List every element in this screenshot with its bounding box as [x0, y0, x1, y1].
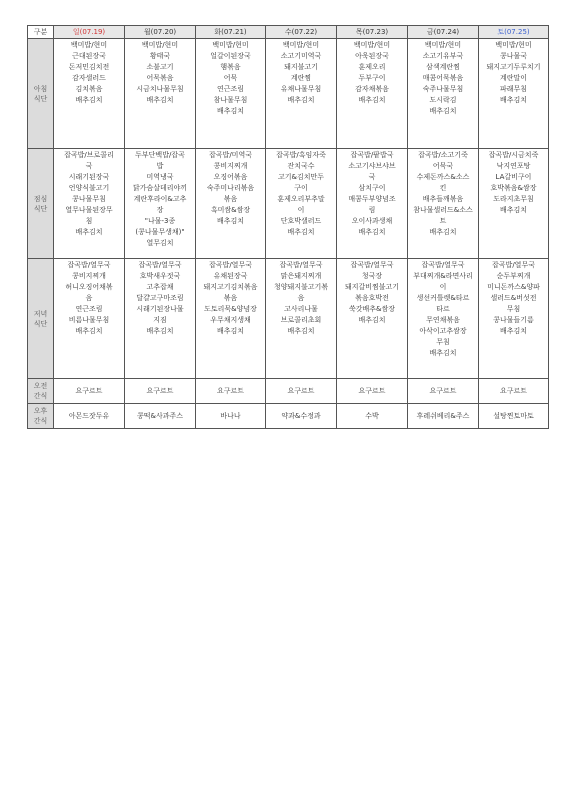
menu-item: 잡곡밥/열무국 — [138, 261, 182, 269]
meal-cell — [196, 259, 266, 379]
menu-item: 잡곡밥/열무국 — [492, 261, 535, 269]
row-label: 저녁 식단 — [28, 259, 54, 379]
snack-cell: 약과&수정과 — [266, 404, 337, 429]
menu-item: 배추김치 — [287, 327, 315, 335]
menu-item: 소고기미역국 — [280, 52, 322, 60]
menu-item: 호박새우젓국 — [139, 272, 181, 280]
menu-item: 배추김치 — [216, 107, 245, 115]
menu-item: 감자채볶음 — [355, 85, 389, 93]
menu-item: 어묵볶음 — [146, 74, 174, 82]
menu-item: 백미밥/현미 — [495, 41, 532, 49]
meal-items — [479, 149, 548, 216]
meal-cell — [266, 149, 337, 259]
menu-item: 배추김치 — [358, 96, 386, 104]
meal-items — [266, 149, 336, 238]
menu-item: 고사리나물 — [284, 305, 318, 313]
menu-item: 유채된장국 — [213, 272, 248, 280]
day-header: 수(07.22) — [266, 26, 337, 39]
snack-cell: 요구르트 — [54, 379, 125, 404]
menu-item: 잡곡밥/시금치죽 — [488, 151, 539, 159]
corner-label: 구분 — [28, 26, 54, 39]
menu-item: 배추김치 — [75, 228, 103, 236]
menu-item: 잡곡밥/브로콜리 — [64, 151, 114, 159]
menu-item: 트 — [439, 217, 447, 225]
menu-item: 고추잡채 — [146, 283, 174, 291]
menu-item: 배추김치 — [429, 107, 457, 115]
day-header: 화(07.21) — [196, 26, 266, 39]
menu-item: (콩나물무생채)" — [135, 228, 185, 236]
menu-item: 흑미쌈&쌈장 — [210, 206, 251, 214]
menu-item: 돼지고기김치볶음 — [203, 283, 258, 291]
menu-item: 유채나물무침 — [280, 85, 322, 93]
menu-item: 달걀고구마조림 — [136, 294, 184, 302]
menu-item: 잡곡밥/열무국 — [279, 261, 323, 269]
menu-item: 참나물무침 — [213, 96, 248, 104]
menu-item: 백미밥/현미 — [70, 41, 108, 49]
menu-item: "나물-3종 — [144, 217, 176, 225]
menu-item: 숙주미나리볶음 — [206, 184, 255, 192]
pm-snack-row — [28, 404, 549, 429]
menu-item: 음 — [85, 294, 93, 302]
menu-item: 계란후라이&고추 — [133, 195, 187, 203]
menu-item: 백미밥/현미 — [282, 41, 320, 49]
meal-items — [408, 259, 478, 359]
dinner-row — [28, 259, 549, 379]
menu-item: 비름나물무침 — [68, 316, 110, 324]
menu-item: 소불고기 — [146, 63, 174, 71]
menu-item: 콩나물들기름 — [493, 316, 534, 324]
snack-cell: 요구르트 — [337, 379, 408, 404]
menu-item: 볶음 — [223, 195, 238, 203]
menu-item: 배추김치 — [75, 96, 103, 104]
snack-cell: 후레쉬베리&주스 — [408, 404, 479, 429]
menu-item: 림 — [368, 206, 376, 214]
menu-item: 낙지연포탕 — [496, 162, 531, 170]
menu-item: 소고기샤브샤브 — [348, 162, 396, 170]
menu-item: 장 — [156, 206, 164, 214]
row-label: 아침 식단 — [28, 39, 54, 149]
menu-item: 두부단백밥/잡곡 — [135, 151, 185, 159]
menu-item: 배추김치 — [499, 206, 528, 214]
menu-item: 배추김치 — [287, 228, 315, 236]
menu-item: 무침 — [436, 338, 450, 346]
meal-items — [196, 39, 265, 117]
menu-item: 백미밥/현미 — [424, 41, 462, 49]
menu-item: 근대된장국 — [72, 52, 106, 60]
menu-item: 연근조림 — [216, 85, 245, 93]
menu-item: 잡곡밥/열무국 — [350, 261, 394, 269]
menu-item: 콩비지찌개 — [72, 272, 106, 280]
menu-item: 청국장 — [361, 272, 383, 280]
menu-item: 배추김치 — [75, 327, 103, 335]
menu-item: 콩나물국 — [499, 52, 528, 60]
menu-item: 언양식불고기 — [68, 184, 110, 192]
meal-cell — [408, 149, 479, 259]
menu-item: 허니오징어채볶 — [65, 283, 113, 291]
menu-item: 오징어볶음 — [213, 173, 248, 181]
menu-item: 순두부찌개 — [496, 272, 531, 280]
meal-cell — [479, 259, 549, 379]
meal-items — [125, 149, 195, 249]
meal-cell — [54, 39, 125, 149]
meal-items — [125, 39, 195, 106]
menu-item: 돼지불고기 — [284, 63, 318, 71]
menu-item: 볶음호박전 — [355, 294, 389, 302]
menu-item: 구이 — [294, 184, 308, 192]
menu-item: 두부구이 — [358, 74, 386, 82]
am-snack-row — [28, 379, 549, 404]
meal-cell — [54, 259, 125, 379]
menu-item: 배추김치 — [499, 96, 528, 104]
snack-cell: 바나나 — [196, 404, 266, 429]
meal-items — [479, 39, 548, 106]
menu-item: 무침 — [506, 305, 521, 313]
menu-item: 잡곡밥/소고기죽 — [418, 151, 468, 159]
menu-item: 이 — [297, 206, 305, 214]
menu-item: 고기&김치만두 — [277, 173, 325, 181]
menu-item: 샐러드&버섯전 — [490, 294, 537, 302]
snack-cell: 요구르트 — [266, 379, 337, 404]
meal-cell — [337, 39, 408, 149]
snack-cell: 설탕찐토마토 — [479, 404, 549, 429]
menu-item: 감자샐러드 — [72, 74, 106, 82]
menu-item: 도시락김 — [429, 96, 457, 104]
menu-item: 도라지초무침 — [493, 195, 534, 203]
menu-item: LA갈비구이 — [495, 173, 532, 181]
row-label: 점심 식단 — [28, 149, 54, 259]
meal-cell — [266, 259, 337, 379]
menu-item: 콩비지찌개 — [213, 162, 248, 170]
meal-items — [479, 259, 548, 337]
meal-items — [337, 149, 407, 238]
snack-cell: 콩떡&사과주스 — [125, 404, 196, 429]
menu-item: 타르 — [436, 305, 450, 313]
meal-items — [196, 149, 265, 227]
meal-items — [266, 39, 336, 106]
header-row — [28, 26, 549, 39]
menu-item: 배추김치 — [429, 228, 457, 236]
menu-item: 어묵국 — [432, 162, 454, 170]
meal-cell — [125, 259, 196, 379]
day-header: 금(07.24) — [408, 26, 479, 39]
day-header: 일(07.19) — [54, 26, 125, 39]
meal-cell — [54, 149, 125, 259]
menu-item: 어묵 — [223, 74, 238, 82]
menu-item: 시금치나물무침 — [136, 85, 184, 93]
menu-item: 배추김치 — [499, 327, 528, 335]
menu-item: 열무나물된장무 — [65, 206, 113, 214]
row-label: 오후 간식 — [28, 404, 54, 429]
menu-item: 매콤어묵볶음 — [422, 74, 464, 82]
menu-item: 잡곡밥/흑임자죽 — [276, 151, 326, 159]
menu-item: 돼지고기두루치기 — [486, 63, 541, 71]
snack-cell: 요구르트 — [125, 379, 196, 404]
meal-cell — [337, 259, 408, 379]
menu-item: 잔치국수 — [287, 162, 315, 170]
menu-item: 미니돈까스&양파 — [487, 283, 540, 291]
menu-item: 맑은돼지찌개 — [280, 272, 322, 280]
menu-item: 열무김치 — [146, 239, 174, 247]
meal-cell — [337, 149, 408, 259]
menu-item: 배추김치 — [358, 316, 386, 324]
meal-cell — [266, 39, 337, 149]
menu-item: 무연채볶음 — [426, 316, 460, 324]
menu-item: 호박볶음&쌈장 — [490, 184, 537, 192]
menu-item: 소고기유부국 — [422, 52, 464, 60]
meal-cell — [125, 149, 196, 259]
snack-cell: 수박 — [337, 404, 408, 429]
menu-item: 햄볶음 — [220, 63, 241, 71]
meal-items — [408, 39, 478, 117]
menu-item: 매콤두부양념조 — [348, 195, 396, 203]
menu-item: 배추김치 — [146, 327, 174, 335]
lunch-row — [28, 149, 549, 259]
row-label: 오전 간식 — [28, 379, 54, 404]
menu-item: 볶음 — [223, 294, 238, 302]
menu-item: 생선커틀렛&타르 — [416, 294, 470, 302]
meal-items — [196, 259, 265, 337]
menu-item: 국 — [368, 173, 376, 181]
menu-item: 브로콜리초회 — [280, 316, 322, 324]
meal-items — [54, 39, 124, 106]
meal-items — [266, 259, 336, 337]
meal-cell — [196, 149, 266, 259]
meal-cell — [479, 149, 549, 259]
menu-item: 훈제오리부추말 — [277, 195, 325, 203]
menu-item: 아욱된장국 — [355, 52, 389, 60]
meal-cell — [479, 39, 549, 149]
menu-item: 도토리묵&양념장 — [204, 305, 257, 313]
menu-item: 돼지갈비찜불고기 — [344, 283, 400, 291]
menu-item: 콩나물무침 — [72, 195, 106, 203]
menu-item: 지짐 — [153, 316, 167, 324]
menu-item: 수제돈까스&소스 — [416, 173, 470, 181]
menu-item: 킨 — [439, 184, 447, 192]
menu-item: 부대찌개&라면사리 — [413, 272, 473, 280]
menu-item: 청양돼지불고기볶 — [273, 283, 329, 291]
meal-plan-table — [27, 25, 549, 429]
menu-item: 국 — [85, 162, 93, 170]
menu-item: 아삭이고추쌈장 — [419, 327, 467, 335]
meal-items — [54, 149, 124, 238]
meal-items — [337, 259, 407, 326]
menu-item: 잡곡밥/열무국 — [67, 261, 111, 269]
meal-cell — [408, 259, 479, 379]
menu-item: 미역냉국 — [146, 173, 174, 181]
menu-item: 닭가슴살데리야끼 — [132, 184, 188, 192]
menu-item: 쑥갓배추&쌈장 — [348, 305, 396, 313]
menu-item: 연근조림 — [75, 305, 103, 313]
menu-item: 배추들깨볶음 — [422, 195, 464, 203]
meal-items — [337, 39, 407, 106]
menu-item: 배추김치 — [146, 96, 174, 104]
menu-item: 잡곡밥/팥밥국 — [350, 151, 394, 159]
menu-item: 계란찜 — [290, 74, 312, 82]
menu-item: 돈저민김치전 — [68, 63, 110, 71]
menu-item: 밥 — [156, 162, 164, 170]
menu-item: 배추김치 — [216, 217, 245, 225]
snack-cell: 아몬드잣두유 — [54, 404, 125, 429]
meal-items — [408, 149, 478, 238]
menu-item: 이 — [439, 283, 447, 291]
menu-item: 백미밥/현미 — [141, 41, 179, 49]
meal-cell — [125, 39, 196, 149]
breakfast-row — [28, 39, 549, 149]
snack-cell: 요구르트 — [408, 379, 479, 404]
menu-item: 삼색계란찜 — [426, 63, 460, 71]
menu-item: 참나물샐러드&소스 — [413, 206, 473, 214]
menu-item: 얼갈이된장국 — [210, 52, 251, 60]
menu-item: 잡곡밥/열무국 — [421, 261, 465, 269]
menu-item: 삼치구이 — [358, 184, 386, 192]
day-header: 월(07.20) — [125, 26, 196, 39]
menu-item: 배추김치 — [358, 228, 386, 236]
menu-item: 시래기된장나물 — [136, 305, 184, 313]
day-header: 토(07.25) — [479, 26, 549, 39]
menu-item: 배추김치 — [429, 349, 457, 357]
menu-item: 백미밥/현미 — [353, 41, 391, 49]
menu-item: 김치볶음 — [75, 85, 103, 93]
menu-item: 우무채지생채 — [210, 316, 251, 324]
menu-item: 잡곡밥/열무국 — [209, 261, 252, 269]
menu-item: 배추김치 — [216, 327, 245, 335]
day-header: 목(07.23) — [337, 26, 408, 39]
menu-item: 파래무침 — [499, 85, 528, 93]
meal-items — [54, 259, 124, 337]
menu-item: 침 — [85, 217, 93, 225]
menu-item: 잡곡밥/미역국 — [209, 151, 252, 159]
snack-cell: 요구르트 — [479, 379, 549, 404]
menu-item: 백미밥/현미 — [212, 41, 249, 49]
menu-item: 계란말이 — [499, 74, 528, 82]
menu-item: 숙주나물무침 — [422, 85, 464, 93]
menu-item: 배추김치 — [287, 96, 315, 104]
menu-item: 훈제오리 — [358, 63, 386, 71]
menu-item: 단호박샐러드 — [280, 217, 322, 225]
menu-item: 시래기된장국 — [68, 173, 110, 181]
menu-item: 황태국 — [149, 52, 171, 60]
menu-item: 오이사과생채 — [351, 217, 393, 225]
snack-cell: 요구르트 — [196, 379, 266, 404]
menu-item: 음 — [297, 294, 305, 302]
meal-items — [125, 259, 195, 337]
meal-cell — [408, 39, 479, 149]
meal-cell — [196, 39, 266, 149]
